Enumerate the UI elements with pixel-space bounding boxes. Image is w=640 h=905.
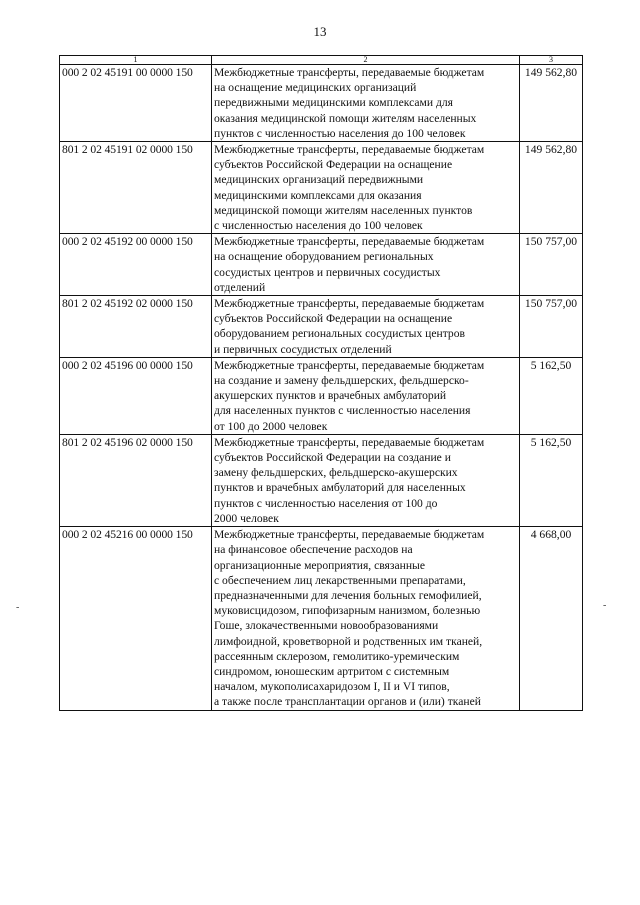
table-row bbox=[60, 296, 583, 358]
table-row bbox=[60, 527, 583, 710]
column-header-2: 2 bbox=[212, 56, 520, 65]
scan-speck: - bbox=[16, 602, 20, 613]
page-number: 13 bbox=[313, 24, 327, 39]
budget-code: 000 2 02 45196 00 0000 150 bbox=[60, 357, 212, 434]
row-amount: 149 562,80 bbox=[520, 65, 583, 142]
table-row bbox=[60, 357, 583, 434]
row-amount: 4 668,00 bbox=[520, 527, 583, 710]
table-row bbox=[60, 234, 583, 296]
row-amount: 149 562,80 bbox=[520, 142, 583, 234]
row-description: Межбюджетные трансферты, передаваемые бюджетам на оснащение медицинских организаций передвижными медицинскими комплексами для оказания медицинской помощи жителям населенных пунктов с численностью населения до 100 человек bbox=[212, 65, 520, 142]
budget-code: 801 2 02 45191 02 0000 150 bbox=[60, 142, 212, 234]
row-description: Межбюджетные трансферты, передаваемые бюджетам субъектов Российской Федерации на оснащение оборудованием региональных сосудистых центров и первичных сосудистых отделений bbox=[212, 296, 520, 358]
budget-code: 000 2 02 45191 00 0000 150 bbox=[60, 65, 212, 142]
row-description: Межбюджетные трансферты, передаваемые бюджетам на создание и замену фельдшерских, фельдшерско- акушерских пунктов и врачебных амбулаторий для населенных пунктов с численностью населения от 100 до 2000 человек bbox=[212, 357, 520, 434]
budget-code: 000 2 02 45192 00 0000 150 bbox=[60, 234, 212, 296]
row-amount: 150 757,00 bbox=[520, 296, 583, 358]
column-header-3: 3 bbox=[520, 56, 583, 65]
row-description: Межбюджетные трансферты, передаваемые бюджетам субъектов Российской Федерации на создание и замену фельдшерских, фельдшерско-акушерских пунктов и врачебных амбулаторий для населенных пунктов с численностью населения от 100 до 2000 человек bbox=[212, 434, 520, 526]
table-row bbox=[60, 142, 583, 234]
budget-table bbox=[59, 55, 583, 711]
column-header-1: 1 bbox=[60, 56, 212, 65]
budget-code: 000 2 02 45216 00 0000 150 bbox=[60, 527, 212, 710]
row-description: Межбюджетные трансферты, передаваемые бюджетам на оснащение оборудованием региональных сосудистых центров и первичных сосудистых отделений bbox=[212, 234, 520, 296]
scan-speck: - bbox=[603, 600, 607, 611]
table-row bbox=[60, 434, 583, 526]
budget-code: 801 2 02 45196 02 0000 150 bbox=[60, 434, 212, 526]
budget-code: 801 2 02 45192 02 0000 150 bbox=[60, 296, 212, 358]
row-amount: 150 757,00 bbox=[520, 234, 583, 296]
column-number-row bbox=[60, 56, 583, 65]
row-amount: 5 162,50 bbox=[520, 357, 583, 434]
table-row bbox=[60, 65, 583, 142]
row-description: Межбюджетные трансферты, передаваемые бюджетам на финансовое обеспечение расходов на организационные мероприятия, связанные с обеспечением лиц лекарственными препаратами, предназначенными для лечения больных гемофилией, муковисцидозом, гипофизарным нанизмом, болезнью Гоше, злокачественными новообразованиями лимфоидной, кроветворной и родственных им тканей, рассеянным склерозом, гемолитико-уремическим синдромом, юношеским артритом с системным началом, мукополисахаридозом I, II и VI типов, а также после трансплантации органов и (или) тканей bbox=[212, 527, 520, 710]
row-amount: 5 162,50 bbox=[520, 434, 583, 526]
row-description: Межбюджетные трансферты, передаваемые бюджетам субъектов Российской Федерации на оснащение медицинских организаций передвижными медицинскими комплексами для оказания медицинской помощи жителям населенных пунктов с численностью населения до 100 человек bbox=[212, 142, 520, 234]
